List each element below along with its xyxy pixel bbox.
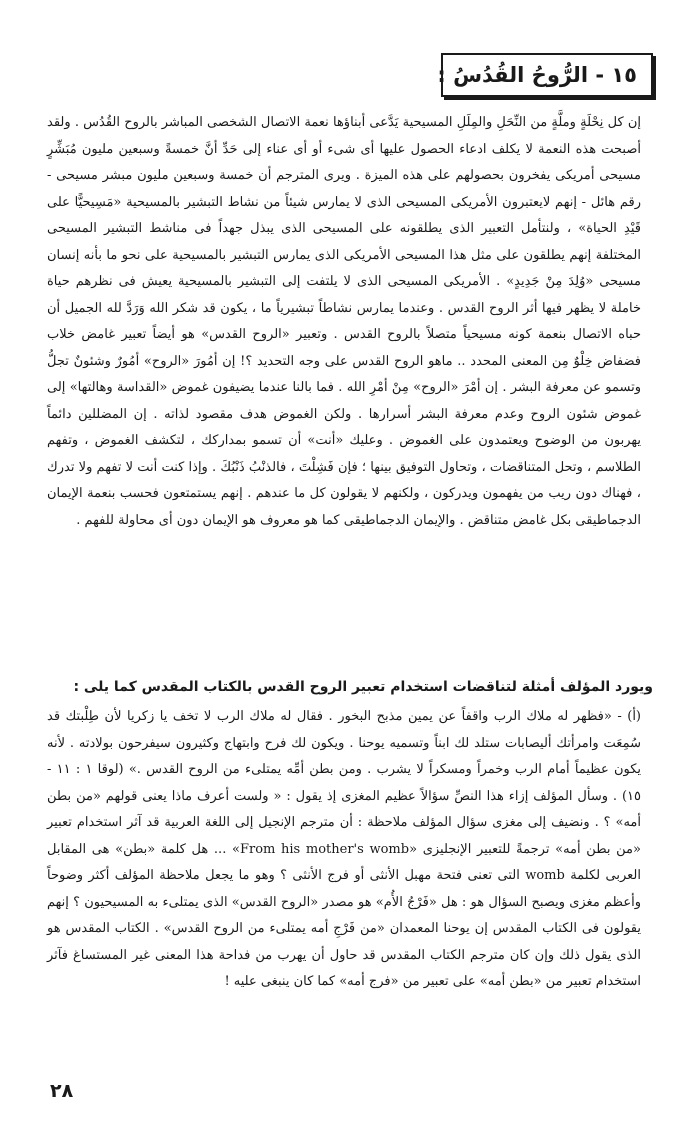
example-paragraph: (أ) - «فظهر له ملاك الرب واقفاً عن يمين مذبح البخور . فقال له ملاك الرب لا تخف يا زكريا لأن طِلْبتك قد سُمِعَت وامرأتك أليصابات ستلد لك ابناً وتسميه يوحنا . ويكون لك فرح وابتهاج وكثيرون سيفرحون بولادته . لأنه يكون عظيماً أمام الرب وخمراً ومسكراً لا يشرب . ومن بطن أمِّه يمتلىء من الروح القدس .» (لوقا ١ : ١١ - ١٥) . وسأل المؤلف إزاء هذا النصِّ سؤالاً عظيم المغزى إذ يقول : « ولست أعرف ماذا يعنى قولهم «من بطن أمه» ؟ . ونضيف إلى مغزى سؤال المؤلف ملاحظة : أن مترجم الإنجيل إلى اللغة العربية قد آثر استخدام تعبير «من بطن أمه» ترجمةً للتعبير الإنجليزى «From his mother's womb» ... هل كلمة «بطن» هى المقابل العربى لكلمة womb التى تعنى فتحة مهبل الأنثى أو فرج الأنثى ؟ وهو ما يجعل ملاحظة المؤلف أكثر وضوحاً وأعظم مغزى ويصبح السؤال هو : هل «فَرْجُ الأُم» هو مصدر «الروح القدس» الذى يمتلىء به المسيحيون ؟ إنهم يقولون فى الكتاب المقدس إن يوحنا المعمدان «من فَرْجِ أمه يمتلىء من الروح القدس» . الكتاب المقدس هو الذى يقول ذلك وإن كان مترجم الكتاب المقدس قد حاول أن يهرب من فداحة هذا المعنى غير المستساغ فآثر استخدام تعبير من «بطن أمه» على تعبير من «فرج أمه» كما كان ينبغى عليه ! (47, 709, 642, 989)
page-number: ٢٨ (50, 1080, 74, 1102)
section-title: ١٥ - الرُّوحُ القُدُسُ : (437, 63, 637, 87)
examples-heading: ويورد المؤلف أمثلة لتناقضات استخدام تعبير الروح القدس بالكتاب المقدس كما يلى : (73, 679, 653, 695)
section-title-box (437, 53, 653, 97)
examples-text (47, 704, 641, 996)
body-text (47, 110, 641, 534)
paragraph: إن كل نِحْلَةٍ وملَّةٍ من النِّحَلِ والمِلَلِ المسيحية يَدَّعى أبناؤها نعمة الاتصال الشخصى المباشر بالروح القُدُس . ولقد أصبحت هذه النعمة لا يكلف ادعاء الحصول عليها أى شىء أو أى عناء إلى حَدِّ أنَّ خمسةً وسبعين مليون مُبَشِّرٍ مسيحى أمريكى يفخرون بحصولهم على هذه الميزة . ويرى المترجم أن خمسة وسبعين مليون مبشر مسيحى - رقم هائل - إنهم لايعتبرون الأمريكى المسيحى الذى لا يمارس شيئاً من نشاط التبشير بالمسيحية «مَسِيحيًّا على قَيْدِ الحياة» ، ولنتأمل التعبير الذى يطلقونه على المسيحى الذى يبذل جهداً فى مناشط التبشير المسيحى المختلفة إنهم يطلقون على مثل هذا المسيحى الأمريكى الذى يمارس التبشير بالمسيحية على نحو ما بأنه إنسان مسيحى «وُلِدَ مِنْ جَدِيدٍ» . الأمريكى المسيحى الذى لا يلتفت إلى التبشير بالمسيحية يعيش فى نظرهم حياة خاملة لا يظهر فيها أثر الروح القدس . وعندما يمارس نشاطاً تبشيرياً ما ، يكون قد شكر الله وَرَدَّ لله الجميل أن حباه الاتصال بنعمة كونه مسيحياً متصلاً بالروح القدس . وتعبير «الروح القدس» هو أيضاً تعبير غامض خلاب فضفاض خِلْوٌ مِن المعنى المحدد .. ماهو الروح القدس على وجه التحديد ؟! إن أمُورَ «الروح» أمُورٌ وشئونٌ تجلُّ وتسمو عن معرفة البشر . إن أمْرَ «الروح» مِنْ أمْرِ الله . فما بالنا عندما يضيفون غموض «القداسة وهالتها» إلى غموض شئون الروح وعدم معرفة البشر أسرارها . ولكن الغموض هدف مقصود لذاته . إن المضللين دائماً يهربون من الوضوح ويعتمدون على الغموض . وعليك «أنت» أن تسمو بمداركك ، لتكشف الغموض ، وتفهم الطلاسم ، وتحل المتناقضات ، وتحاول التوفيق بينها ؛ فإن فَشِلْتَ ، فالذنْبُ ذَنْبُكَ . وإذا كنت أنت لا تفهم ولا تدرك ، فهناك دون ريب من يفهمون ويدركون ، ولكنهم لا يقولون كل ما عندهم . إنهم يستمتعون فحسب بنعمة الإيمان الدجماطيقى بكل غامض متناقض . والإيمان الدجماطيقى كما هو معروف هو الإيمان دون أى محاولة للفهم . (47, 115, 642, 528)
